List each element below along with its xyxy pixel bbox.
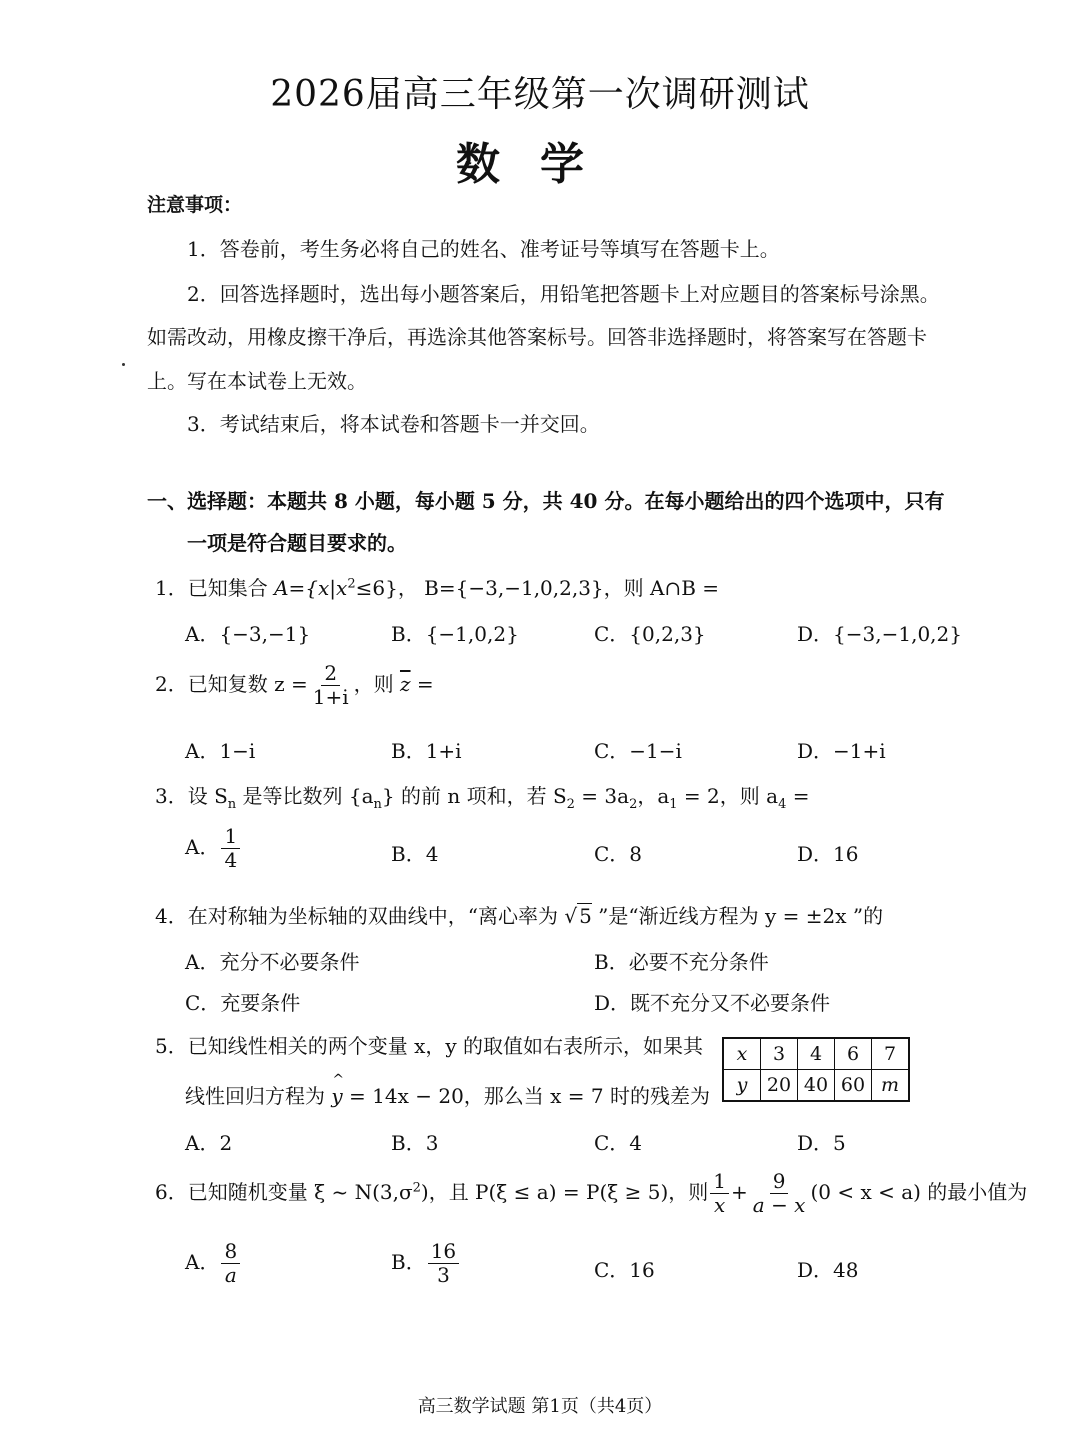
notice-item-2-line-1: 2．回答选择题时，选出每小题答案后，用铅笔把答题卡上对应题目的答案标号涂黑。 (187, 282, 940, 306)
q6-option-b-den: 3 (437, 1263, 450, 1287)
q3-part-2: 是等比数列 {a (236, 784, 374, 808)
q1-option-d[interactable]: D．{−3,−1,0,2} (797, 622, 962, 646)
q5-y-hat: ^ y (331, 1084, 342, 1108)
table-cell: m (872, 1070, 910, 1102)
q6-option-a-label: A． (185, 1250, 220, 1274)
q6-option-c[interactable]: C．16 (594, 1258, 655, 1282)
table-cell: 20 (761, 1070, 798, 1102)
q3-part-6: = 2，则 a (677, 784, 779, 808)
q6-option-a-den: a (224, 1263, 237, 1287)
page-footer: 高三数学试题 第1页（共4页） (417, 1396, 663, 1417)
question-4-stem (155, 900, 883, 929)
q1-option-a[interactable]: A．{−3,−1} (185, 622, 311, 646)
q4-option-b[interactable]: B．必要不充分条件 (594, 950, 769, 974)
q6-fraction-1 (710, 1170, 729, 1217)
q4-sqrt-symbol: √ (564, 904, 578, 928)
q2-prefix: 2．已知复数 z = (155, 672, 308, 696)
q1-option-c[interactable]: C．{0,2,3} (594, 622, 706, 646)
q3-part-1: 3．设 S (155, 784, 228, 808)
q5-line-2-pre: 线性回归方程为 (185, 1084, 332, 1108)
question-1-stem (155, 572, 719, 601)
q5-option-a[interactable]: A．2 (185, 1131, 233, 1155)
q3-option-c[interactable]: C．8 (594, 842, 643, 866)
table-cell: y (723, 1070, 761, 1102)
q3-option-a-den: 4 (224, 848, 238, 872)
q6-f2-den: a − x (752, 1193, 806, 1217)
q4-part-2: ”是“渐近线方程为 y = ±2x ”的 (591, 904, 884, 928)
notice-item-3: 3．考试结束后，将本试卷和答题卡一并交回。 (187, 412, 600, 436)
q6-option-a-fraction (221, 1240, 240, 1287)
q3-part-5: ，a (637, 784, 670, 808)
q3-sub-4: 4 (778, 797, 787, 812)
q2-fraction (310, 662, 352, 709)
q3-option-a[interactable] (185, 825, 242, 872)
q1-set-a-sup: 2 (347, 576, 356, 592)
table-cell: 3 (761, 1038, 798, 1070)
q3-part-4: = 3a (574, 784, 630, 808)
q2-option-d[interactable]: D．−1+i (797, 739, 886, 763)
q2-mid: ，则 (353, 672, 400, 696)
table-cell: 40 (798, 1070, 835, 1102)
q6-option-b-num: 16 (428, 1240, 459, 1264)
q6-option-b-fraction (428, 1240, 459, 1287)
q2-option-b[interactable]: B．1+i (391, 739, 462, 763)
table-cell: 6 (835, 1038, 872, 1070)
section-1-heading-cont: 一项是符合题目要求的。 (187, 531, 407, 555)
q6-sup: 2 (412, 1180, 421, 1196)
q4-sqrt-value: 5 (579, 904, 592, 928)
q3-option-a-num: 1 (221, 825, 240, 849)
q6-option-a[interactable] (185, 1240, 242, 1287)
q3-sub-2: 2 (566, 797, 575, 812)
table-row (723, 1038, 909, 1070)
q6-f2-num: 9 (770, 1170, 789, 1194)
q5-option-c[interactable]: C．4 (594, 1131, 643, 1155)
question-5-line-2 (185, 1080, 710, 1109)
q5-option-d[interactable]: D．5 (797, 1131, 846, 1155)
q2-option-a[interactable]: A．1−i (185, 739, 256, 763)
q4-option-d[interactable]: D．既不充分又不必要条件 (594, 991, 831, 1015)
q4-option-a[interactable]: A．充分不必要条件 (185, 950, 360, 974)
q3-part-3: } 的前 n 项和，若 S (381, 784, 567, 808)
notice-item-2-line-3: 上。写在本试卷上无效。 (147, 369, 367, 393)
q6-part-1: 6．已知随机变量 ξ ~ N(3,σ (155, 1180, 413, 1204)
q4-part-1: 4．在对称轴为坐标轴的双曲线中，“离心率为 (155, 904, 565, 928)
q5-option-b[interactable]: B．3 (391, 1131, 439, 1155)
q1-set-a-end: ≤6}， (355, 576, 418, 600)
q4-option-c[interactable]: C．充要条件 (185, 991, 301, 1015)
q1-prefix: 1．已知集合 (155, 576, 275, 600)
q6-plus: + (731, 1180, 748, 1204)
q6-option-a-num: 8 (221, 1240, 240, 1264)
q2-zbar: $\overline{z}$ (399, 672, 411, 696)
table-row (723, 1070, 909, 1102)
q3-option-a-label: A． (185, 835, 220, 859)
section-1-heading: 一、选择题：本题共 8 小题，每小题 5 分，共 40 分。在每小题给出的四个选项中，只有 (147, 489, 945, 513)
scan-speck (122, 363, 125, 366)
q6-part-3: (0 < x < a) 的最小值为 (810, 1180, 1028, 1204)
question-6-stem (155, 1170, 1027, 1217)
subject-title: 数学 (456, 139, 624, 190)
q3-sub-1: 1 (669, 797, 678, 812)
q2-end: = (410, 672, 434, 696)
q1-set-a: A={x|x (274, 576, 348, 600)
table-cell: 60 (835, 1070, 872, 1102)
q6-f1-den: x (714, 1193, 726, 1217)
notice-item-1: 1．答卷前，考生务必将自己的姓名、准考证号等填写在答题卡上。 (187, 237, 780, 261)
q6-option-d[interactable]: D．48 (797, 1258, 859, 1282)
q2-frac-num: 2 (321, 662, 340, 686)
q1-option-b[interactable]: B．{−1,0,2} (391, 622, 519, 646)
q3-option-d[interactable]: D．16 (797, 842, 859, 866)
q6-f1-num: 1 (710, 1170, 729, 1194)
q6-part-2: )，且 P(ξ ≤ a) = P(ξ ≥ 5)，则 (420, 1180, 709, 1204)
q3-sub-n: n (227, 797, 237, 812)
q3-part-7: = (786, 784, 810, 808)
question-3-stem (155, 780, 809, 812)
exam-title: 2026届高三年级第一次调研测试 (270, 74, 810, 115)
question-5-line-1: 5．已知线性相关的两个变量 x，y 的取值如右表所示，如果其 (155, 1034, 704, 1058)
q3-sub-n2: n (373, 797, 382, 812)
question-2-stem (155, 662, 434, 709)
q3-sub-2b: 2 (629, 797, 638, 812)
q3-option-b[interactable]: B．4 (391, 842, 439, 866)
q1-set-b: B={−3,−1,0,2,3}，则 A∩B = (417, 576, 720, 600)
q6-fraction-2 (750, 1170, 809, 1217)
q6-option-b[interactable] (391, 1240, 461, 1287)
q6-option-b-label: B． (391, 1250, 426, 1274)
notice-heading: 注意事项： (147, 194, 243, 216)
table-cell: 7 (872, 1038, 910, 1070)
q5-line-2-post: = 14x − 20，那么当 x = 7 时的残差为 (342, 1084, 710, 1108)
notice-item-2-line-2: 如需改动，用橡皮擦干净后，再选涂其他答案标号。回答非选择题时，将答案写在答题卡 (147, 325, 927, 349)
q2-frac-den: 1+i (312, 685, 349, 709)
q2-option-c[interactable]: C．−1−i (594, 739, 682, 763)
q3-option-a-fraction (221, 825, 240, 872)
q5-data-table (722, 1037, 910, 1102)
table-cell: 4 (798, 1038, 835, 1070)
table-cell: x (723, 1038, 761, 1070)
